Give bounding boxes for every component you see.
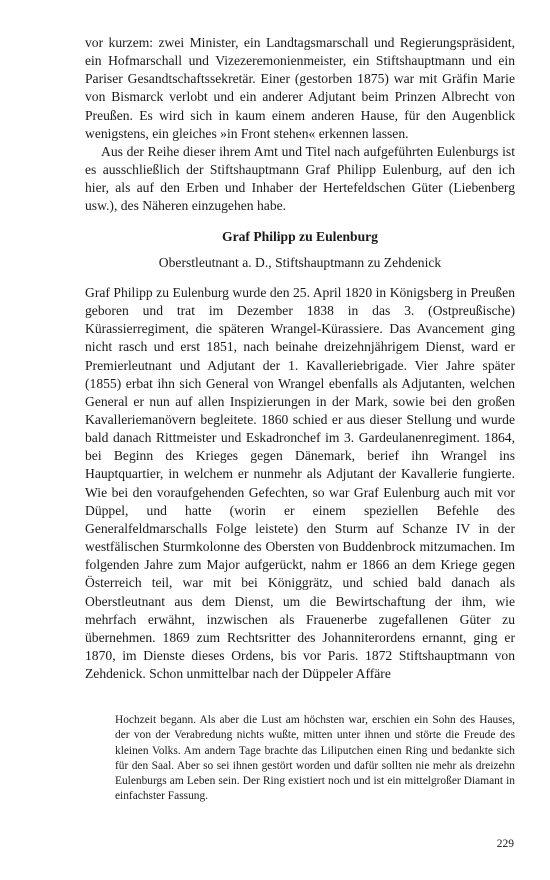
paragraph: vor kurzem: zwei Minister, ein Landtagsmarschall und Regierungspräsident, ein Hofmarschall und Vizezeremonienmeister, ein Stiftshauptmann und ein Pariser Gesandtschaftssekretär. Einer (gestorben 1875) war mit Gräfin Marie von Bismarck verlobt und ein anderer Adjutant beim Prinzen Albrecht von Preußen. Es wird sich in kaum einem anderen Hause, für den Augenblick wenigstens, ein gleiches »in Front stehen« erkennen lassen. [85,35,515,141]
section-subheading: Oberstleutnant a. D., Stiftshauptmann zu Zehdenick [158,254,442,270]
main-text [85,34,515,683]
page-number: 229 [496,838,514,850]
section-heading: Graf Philipp zu Eulenburg [222,228,378,244]
paragraph: Graf Philipp zu Eulenburg wurde den 25. April 1820 in Königsberg in Preußen geboren und trat im Dezember 1838 in das 3. (Ostpreußische) Kürassierregiment, die späteren Wrangel-Kürassiere. Das Avancement ging nicht rasch und erst 1851, nach beinahe dreizehnjährigem Dienst, ward er Premierleutnant und Adjutant der 1. Kavalleriebrigade. Vier Jahre später (1855) erbat ihn sich General von Wrangel ebenfalls als Adjutanten, welchen General er nun auf allen Inspizierungen in der Mark, sowie bei den großen Kavalleriemanövern begleitete. 1860 schied er aus dieser Stellung und wurde bald danach Rittmeister und Eskadronchef im 3. Gardeulanenregiment. 1864, bei Beginn des Krieges gegen Dänemark, berief ihn Wrangel ins Hauptquartier, in welchem er nunmehr als Adjutant der Kavallerie fungierte. Wie bei den voraufgehenden Gefechten, so war Graf Eulenburg auch mit vor Düppel, und hatte (worin er einem speziellen Befehle des Generalfeldmarschalls Folge leistete) den Sturm auf Schanze IV in der westfälischen Sturmkolonne des Obersten von Buddenbrock mitzumachen. Im folgenden Jahre zum Major aufgerückt, nahm er 1866 an dem Kriege gegen Österreich teil, war mit bei Königgrätz, und schied bald danach als Oberstleutnant aus dem Dienst, um die Bewirtschaftung der ihm, wie mehrfach erwähnt, inzwischen als Frauenerbe zugefallenen Güter zu übernehmen. 1869 zum Rechtsritter des Johanniterordens ernannt, ging er 1870, im Dienste dieses Ordens, bis vor Paris. 1872 Stiftshauptmann von Zehdenick. Schon unmittelbar nach der Düppeler Affäre [85,284,515,682]
footnote: Hochzeit begann. Als aber die Lust am höchsten war, erschien ein Sohn des Hauses, der von der Verabredung nichts wußte, mitten unter ihnen und störte die Freude des kleinen Volks. Am andern Tage brachte das Liliputchen einen Ring und bedankte sich für den Saal. Aber so sei ihnen gestört worden und dafür sollten nie mehr als dreizehn Eulenburgs am Leben sein. Der Ring existiert noch und ist ein mittelgroßer Diamant in einfachster Fassung. [115,714,515,803]
paragraph: Aus der Reihe dieser ihrem Amt und Titel nach aufgeführten Eulenburgs ist es ausschließlich der Stiftshauptmann Graf Philipp Eulenburg, auf den ich hier, als auf den Erben und Inhaber der Hertefeldschen Güter (Liebenberg usw.), des Näheren einzugehen habe. [85,143,515,214]
